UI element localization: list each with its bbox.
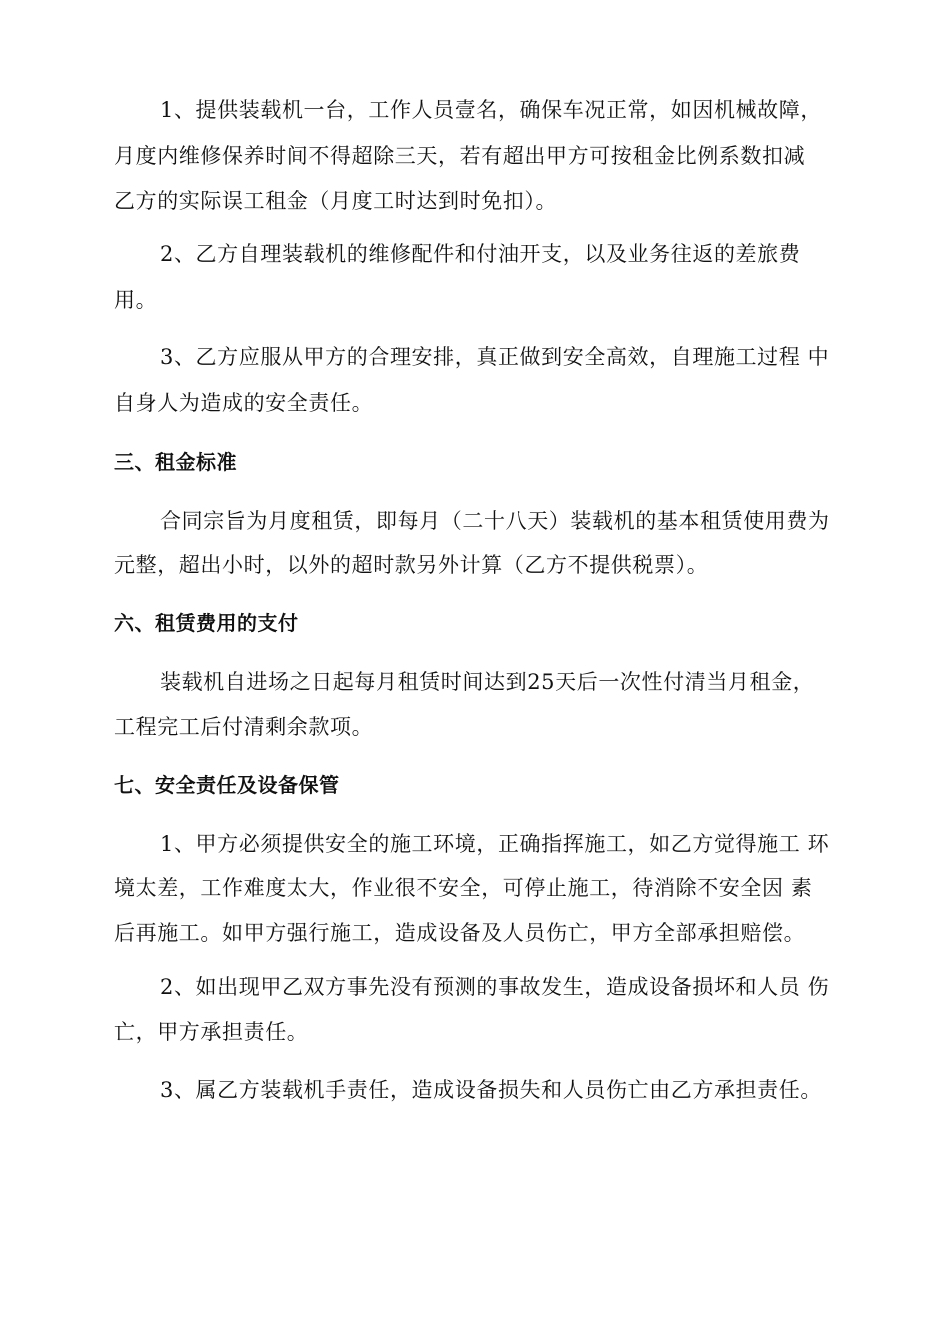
text-line: 合同宗旨为月度租赁，即每月（二十八天）装载机的基本租赁使用费为 — [160, 509, 830, 533]
text-line: 工程完工后付清剩余款项。 — [114, 715, 374, 739]
text-line: 亡，甲方承担责任。 — [114, 1020, 309, 1044]
text-line: 1、甲方必须提供安全的施工环境，正确指挥施工，如乙方觉得施工 环 — [160, 832, 830, 856]
text-line: 乙方的实际误工租金（月度工时达到时免扣）。 — [114, 189, 558, 213]
text-line: 元整，超出小时，以外的超时款另外计算（乙方不提供税票）。 — [114, 553, 709, 577]
text-line: 自身人为造成的安全责任。 — [114, 391, 374, 415]
section-heading-payment: 六、租赁费用的支付 — [114, 611, 299, 635]
text-line: 后再施工。如甲方强行施工，造成设备及人员伤亡，甲方全部承担赔偿。 — [114, 921, 806, 945]
text-line: 3、属乙方装载机手责任，造成设备损失和人员伤亡由乙方承担责任。 — [160, 1078, 822, 1102]
text-line: 境太差，工作难度太大，作业很不安全，可停止施工，待消除不安全因 素 — [114, 876, 813, 900]
text-line: 3、乙方应服从甲方的合理安排，真正做到安全高效，自理施工过程 中 — [160, 345, 830, 369]
text-line: 1、提供装载机一台，工作人员壹名，确保车况正常，如因机械故障， — [160, 98, 822, 122]
text-line: 装载机自进场之日起每月租赁时间达到25天后一次性付清当月租金， — [160, 670, 815, 694]
section-heading-rent-standard: 三、租金标准 — [114, 450, 237, 474]
text-line: 2、乙方自理装载机的维修配件和付油开支，以及业务往返的差旅费 — [160, 242, 801, 266]
text-line: 月度内维修保养时间不得超除三天，若有超出甲方可按租金比例系数扣减 — [114, 144, 806, 168]
text-line: 用。 — [114, 288, 158, 312]
text-line: 2、如出现甲乙双方事先没有预测的事故发生，造成设备损坏和人员 伤 — [160, 975, 830, 999]
section-heading-safety: 七、安全责任及设备保管 — [114, 773, 340, 797]
